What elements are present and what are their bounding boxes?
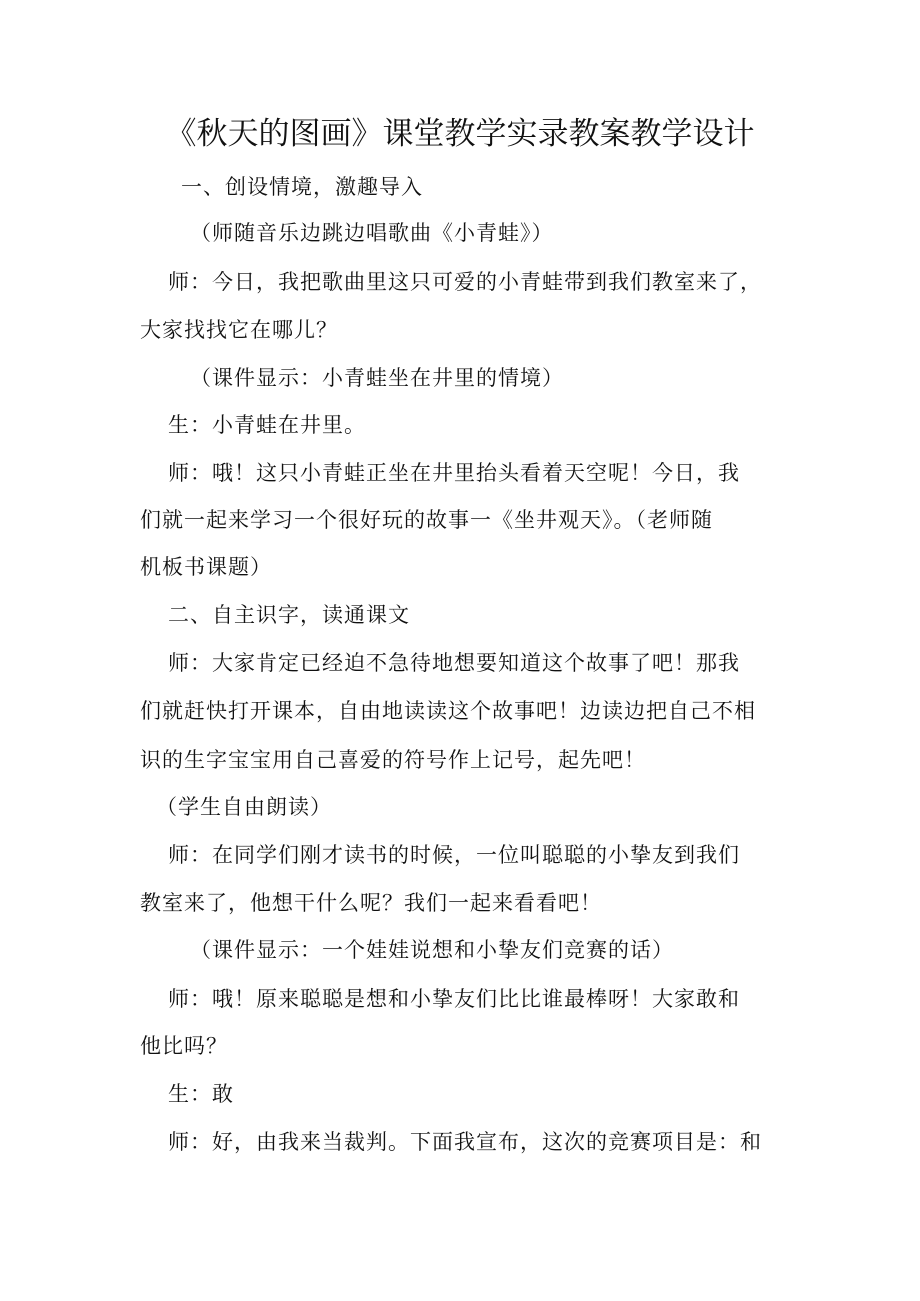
paragraph-line: 他比吗？ [140, 1034, 228, 1058]
paragraph-line: 们就一起来学习一个很好玩的故事一《坐井观天》。（老师随 [140, 508, 713, 532]
paragraph-line: 师：今日，我把歌曲里这只可爱的小青蛙带到我们教室来了， [168, 270, 762, 294]
paragraph-line: 生：敢 [168, 1082, 234, 1106]
paragraph-line: 师：大家肯定已经迫不急待地想要知道这个故事了吧！那我 [168, 651, 740, 675]
paragraph-line: 们就赶快打开课本，自由地读读这个故事吧！边读边把自己不相 [140, 699, 756, 723]
paragraph-line: （师随音乐边跳边唱歌曲《小青蛙》） [190, 221, 554, 245]
paragraph-line: 机板书课题） [140, 555, 272, 579]
paragraph-line: 教室来了，他想干什么呢？我们一起来看看吧！ [140, 891, 602, 915]
section-heading-2: 二、自主识字，读通课文 [168, 603, 410, 627]
paragraph-line: （课件显示：小青蛙坐在井里的情境） [190, 366, 564, 390]
paragraph-line: 生：小青蛙在井里。 [168, 413, 366, 437]
paragraph-line: （课件显示：一个娃娃说想和小挚友们竞赛的话） [190, 938, 674, 962]
paragraph-line: （学生自由朗读） [156, 795, 332, 819]
paragraph-line: 识的生字宝宝用自己喜爱的符号作上记号，起先吧！ [140, 748, 646, 772]
paragraph-line: 师：哦！原来聪聪是想和小挚友们比比谁最棒呀！大家敢和 [168, 987, 740, 1011]
section-heading-1: 一、创设情境，激趣导入 [181, 175, 423, 199]
paragraph-line: 大家找找它在哪儿？ [140, 318, 338, 342]
document-title: 《秋天的图画》课堂教学实录教案教学设计 [165, 116, 755, 152]
paragraph-line: 师：哦！这只小青蛙正坐在井里抬头看着天空呢！今日，我 [168, 461, 740, 485]
paragraph-line: 师：好，由我来当裁判。下面我宣布，这次的竞赛项目是：和 [168, 1130, 762, 1154]
paragraph-line: 师：在同学们刚才读书的时候，一位叫聪聪的小挚友到我们 [168, 843, 740, 867]
